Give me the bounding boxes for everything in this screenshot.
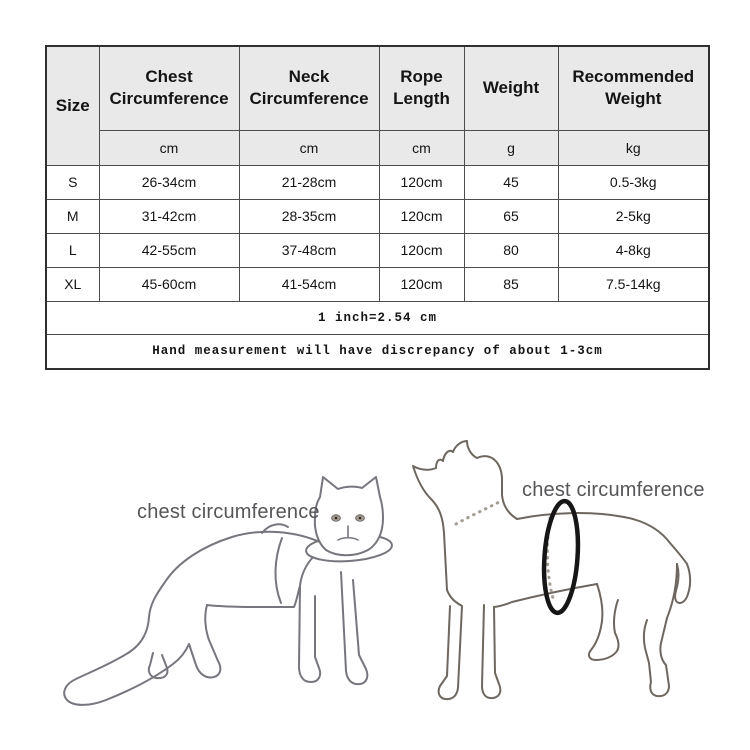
dog-neck-dotted-line <box>456 500 503 524</box>
col-header-recommended-weight: Recommended Weight <box>558 46 709 130</box>
cell-chest: 26-34cm <box>99 165 239 199</box>
cell-weight: 80 <box>464 233 558 267</box>
cell-recommended: 0.5-3kg <box>558 165 709 199</box>
cell-chest: 42-55cm <box>99 233 239 267</box>
cell-weight: 45 <box>464 165 558 199</box>
col-header-size: Size <box>46 46 99 165</box>
cell-neck: 28-35cm <box>239 199 379 233</box>
cell-neck: 41-54cm <box>239 267 379 301</box>
cell-neck: 21-28cm <box>239 165 379 199</box>
unit-cell-neck: cm <box>239 130 379 165</box>
col-header-weight: Weight <box>464 46 558 130</box>
cell-chest: 31-42cm <box>99 199 239 233</box>
col-header-chest-circumference: Chest Circumference <box>99 46 239 130</box>
unit-cell-chest: cm <box>99 130 239 165</box>
cell-size: XL <box>46 267 99 301</box>
cell-size: M <box>46 199 99 233</box>
unit-cell-rope: cm <box>379 130 464 165</box>
cell-size: L <box>46 233 99 267</box>
cell-rope: 120cm <box>379 233 464 267</box>
cell-recommended: 7.5-14kg <box>558 267 709 301</box>
note-inch-conversion: 1 inch=2.54 cm <box>46 301 709 334</box>
cell-recommended: 2-5kg <box>558 199 709 233</box>
dog-chest-circumference-label: chest circumference <box>522 479 705 501</box>
cell-rope: 120cm <box>379 267 464 301</box>
cell-weight: 65 <box>464 199 558 233</box>
cell-rope: 120cm <box>379 199 464 233</box>
cat-chest-circumference-label: chest circumference <box>137 501 320 523</box>
cell-chest: 45-60cm <box>99 267 239 301</box>
note-measurement-discrepancy: Hand measurement will have discrepancy of about 1-3cm <box>46 334 709 369</box>
cell-neck: 37-48cm <box>239 233 379 267</box>
cell-size: S <box>46 165 99 199</box>
cell-rope: 120cm <box>379 165 464 199</box>
unit-cell-weight: g <box>464 130 558 165</box>
col-header-rope-length: Rope Length <box>379 46 464 130</box>
cell-recommended: 4-8kg <box>558 233 709 267</box>
col-header-neck-circumference: Neck Circumference <box>239 46 379 130</box>
unit-cell-recommended: kg <box>558 130 709 165</box>
cell-weight: 85 <box>464 267 558 301</box>
